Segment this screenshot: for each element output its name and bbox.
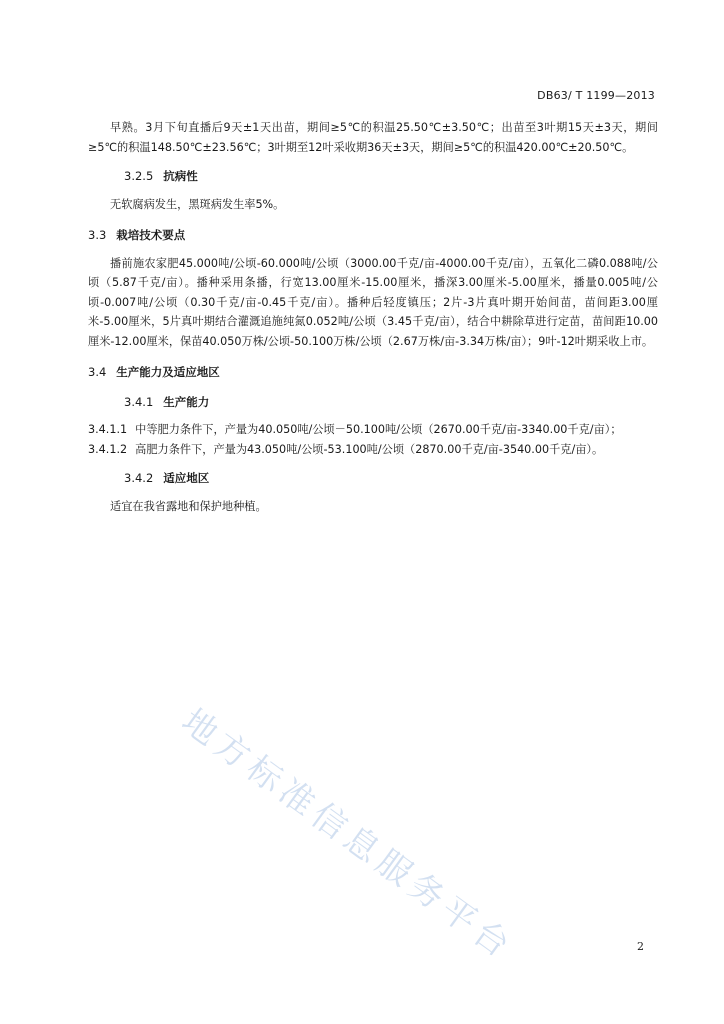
section-3-4-1-heading xyxy=(124,393,658,413)
section-title: 抗病性 xyxy=(163,169,198,183)
clause-text: 中等肥力条件下，产量为40.050吨/公顷－50.100吨/公顷（2670.00千克/亩-3340.00千克/亩）； xyxy=(135,423,622,436)
section-number: 3.4.2 xyxy=(124,471,154,485)
page-number: 2 xyxy=(637,940,644,953)
section-title: 生产能力及适应地区 xyxy=(116,365,220,379)
section-number: 3.2.5 xyxy=(124,169,154,183)
watermark-text: 地方标准信息服务平台 xyxy=(174,701,522,969)
clause-number: 3.4.1.1 xyxy=(88,423,128,436)
cultivation-paragraph: 播前施农家肥45.000吨/公顷-60.000吨/公顷（3000.00千克/亩-4000.00千克/亩），五氧化二磷0.088吨/公顷（5.87千克/亩）。播种采用条播，行宽13.00厘米-15.00厘米，播深3.00厘米-5.00厘米，播量0.005吨/公顷-0.007吨/公顷（0.30千克/亩-0.45千克/亩）。播种后轻度镇压；2片-3片真叶期开始间苗，苗间距3.00厘米-5.00厘米，5片真叶期结合灌溉追施纯氮0.052吨/公顷（3.45千克/亩），结合中耕除草进行定苗，苗间距10.00厘米-12.00厘米，保苗40.050万株/公顷-50.100万株/公顷（2.67万株/亩-3.34万株/亩）；9叶-12叶期采收上市。 xyxy=(88,256,658,348)
disease-resistance-paragraph: 无软腐病发生，黑斑病发生率5%。 xyxy=(110,197,285,211)
clause-number: 3.4.1.2 xyxy=(88,442,128,456)
clause-3-4-1-2 xyxy=(88,440,658,460)
maturity-paragraph: 早熟。3月下旬直播后9天±1天出苗，期间≥5℃的积温25.50℃±3.50℃；出苗至3叶期15天±3天，期间≥5℃的积温148.50℃±23.56℃；3叶期至12叶采收期36天±3天，期间≥5℃的积温420.00℃±20.50℃。 xyxy=(88,121,658,154)
section-3-2-5-heading xyxy=(124,167,658,187)
section-title: 生产能力 xyxy=(163,394,210,409)
clause-text: 高肥力条件下，产量为43.050吨/公顷-53.100吨/公顷（2870.00千克/亩-3540.00千克/亩）。 xyxy=(135,442,604,456)
section-number: 3.3 xyxy=(88,228,107,242)
section-3-3-heading xyxy=(88,226,658,246)
section-title: 适应地区 xyxy=(163,471,210,485)
region-paragraph: 适宜在我省露地和保护地种植。 xyxy=(110,499,267,513)
section-3-4-heading xyxy=(88,363,658,383)
section-3-4-2-heading xyxy=(124,469,658,489)
section-title: 栽培技术要点 xyxy=(116,228,186,242)
clause-3-4-1-1 xyxy=(88,420,658,440)
section-number: 3.4.1 xyxy=(124,394,154,409)
section-number: 3.4 xyxy=(88,365,107,379)
document-code-header: DB63/ T 1199—2013 xyxy=(537,89,655,102)
document-body xyxy=(88,118,658,516)
